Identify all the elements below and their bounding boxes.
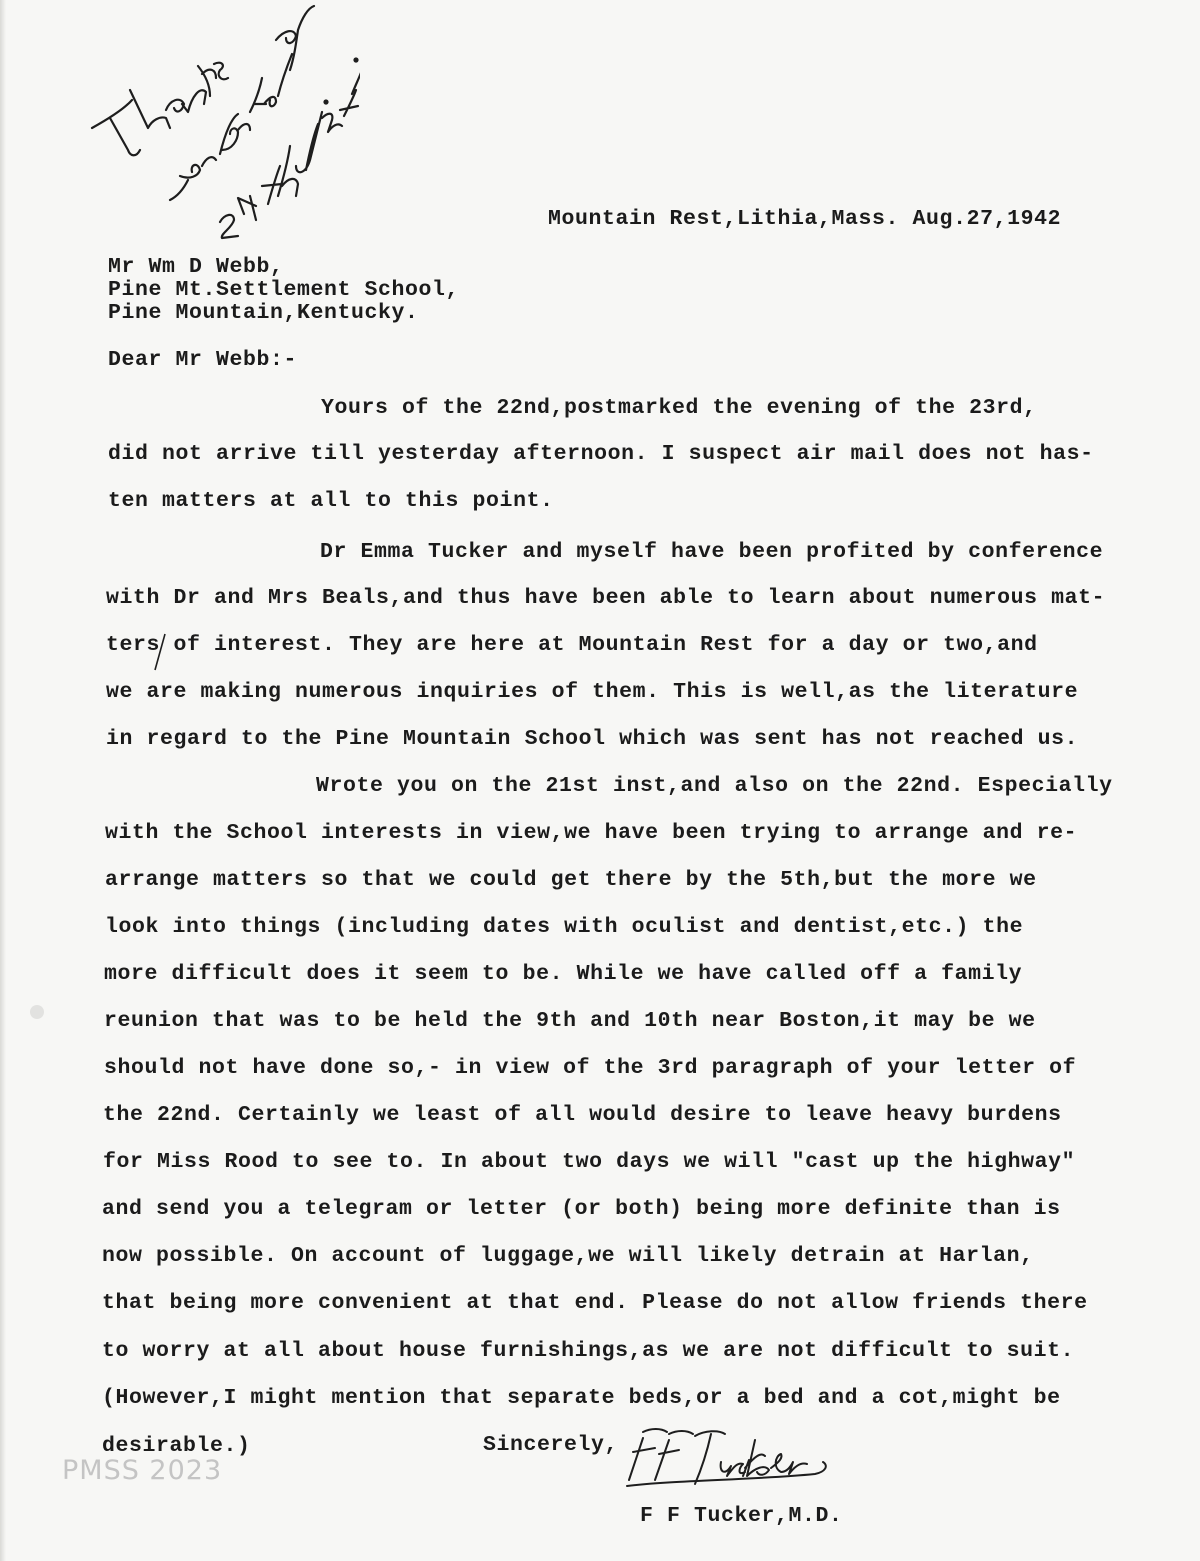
body-line: now possible. On account of luggage,we will likely detrain at Harlan, xyxy=(102,1244,1034,1268)
body-line: (However,I might mention that separate beds,or a bed and a cot,might be xyxy=(102,1386,1061,1410)
scan-edge xyxy=(0,0,6,1561)
place-and-date: Mountain Rest,Lithia,Mass. Aug.27,1942 xyxy=(548,207,1062,231)
body-line: the 22nd. Certainly we least of all would desire to leave heavy burdens xyxy=(103,1103,1062,1127)
salutation: Dear Mr Webb:- xyxy=(108,348,298,372)
handwritten-signature xyxy=(615,1418,845,1498)
body-line: reunion that was to be held the 9th and 10th near Boston,it may be we xyxy=(104,1009,1036,1033)
recipient-organization: Pine Mt.Settlement School, xyxy=(108,278,460,302)
body-line: that being more convenient at that end. Please do not allow friends there xyxy=(102,1291,1088,1315)
archive-watermark: PMSS 2023 xyxy=(62,1455,223,1486)
body-line: we are making numerous inquiries of them. This is well,as the literature xyxy=(106,680,1079,704)
scan-smudge xyxy=(30,1005,44,1019)
body-line: ters of interest. They are here at Mountain Rest for a day or two,and xyxy=(106,633,1038,657)
body-line: Yours of the 22nd,postmarked the evening of the 23rd, xyxy=(321,396,1037,420)
body-line: with the School interests in view,we have been trying to arrange and re- xyxy=(105,821,1078,845)
closing: Sincerely, xyxy=(483,1433,619,1457)
body-line: Wrote you on the 21st inst,and also on the 22nd. Especially xyxy=(316,774,1113,798)
body-line: should not have done so,- in view of the 3rd paragraph of your letter of xyxy=(104,1056,1077,1080)
body-line: and send you a telegram or letter (or both) being more definite than is xyxy=(102,1197,1061,1221)
body-line: ten matters at all to this point. xyxy=(108,489,554,513)
body-line: did not arrive till yesterday afternoon. I suspect air mail does not has- xyxy=(108,442,1094,466)
body-line: desirable.) xyxy=(102,1434,251,1458)
body-line: look into things (including dates with oculist and dentist,etc.) the xyxy=(105,915,1024,939)
body-line: more difficult does it seem to be. While we have called off a family xyxy=(104,962,1023,986)
body-line: to worry at all about house furnishings,as we are not difficult to suit. xyxy=(102,1339,1075,1363)
recipient-location: Pine Mountain,Kentucky. xyxy=(108,301,419,325)
handwritten-annotation xyxy=(70,0,360,240)
typed-signature-name: F F Tucker,M.D. xyxy=(640,1504,843,1528)
body-line: arrange matters so that we could get there by the 5th,but the more we xyxy=(105,868,1037,892)
body-line: in regard to the Pine Mountain School which was sent has not reached us. xyxy=(106,727,1079,751)
recipient-name: Mr Wm D Webb, xyxy=(108,255,284,279)
body-line: Dr Emma Tucker and myself have been profited by conference xyxy=(320,540,1104,564)
body-line: with Dr and Mrs Beals,and thus have been able to learn about numerous mat- xyxy=(106,586,1106,610)
handwritten-correction-mark xyxy=(153,632,167,672)
body-line: for Miss Rood to see to. In about two days we will "cast up the highway" xyxy=(103,1150,1076,1174)
